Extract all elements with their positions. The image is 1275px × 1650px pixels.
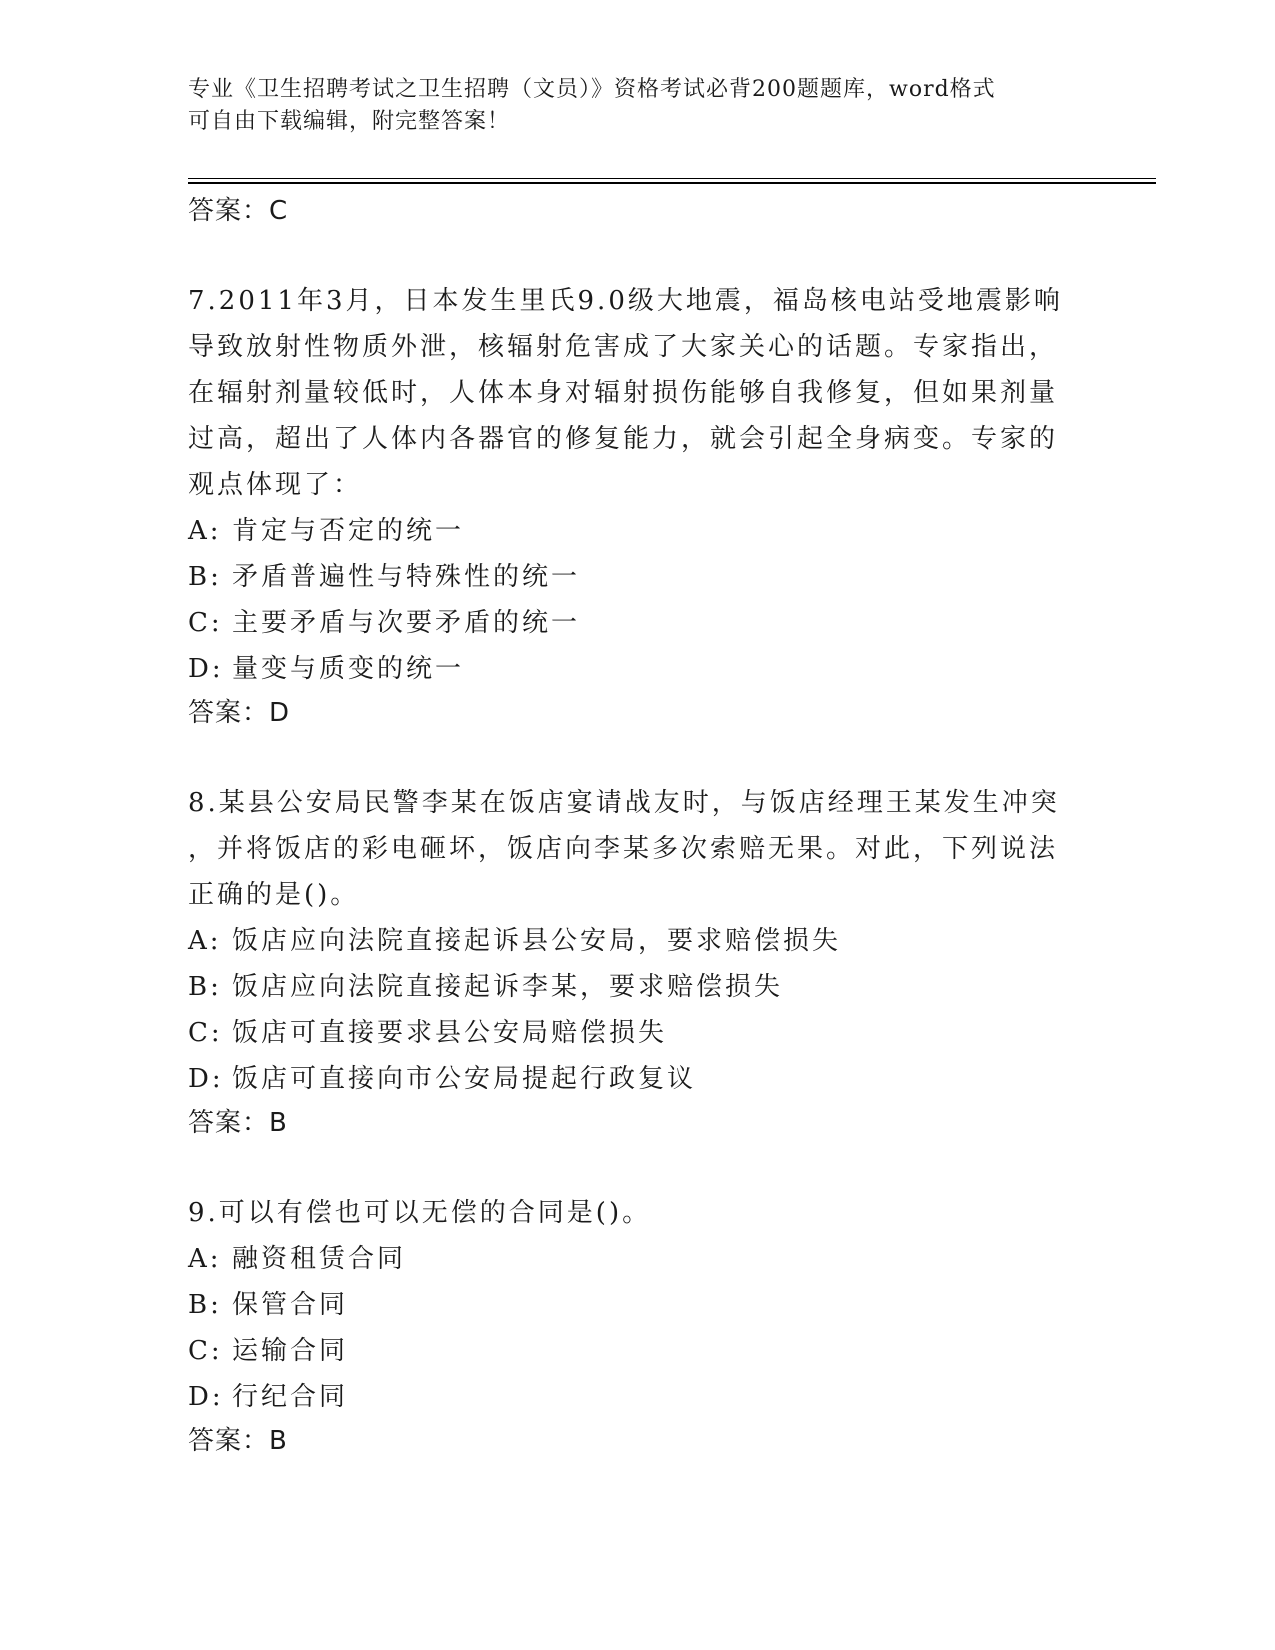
option-text: 量变与质变的统一: [232, 654, 465, 684]
option-letter: C:: [188, 608, 223, 638]
option-d: [188, 1374, 1088, 1420]
answer-line: 答案：B: [188, 1426, 288, 1456]
header-rule-thin: [188, 178, 1156, 179]
question-list: [188, 190, 1088, 1462]
option-letter: A:: [188, 926, 222, 956]
question-block: [188, 780, 1088, 1144]
question-stem: 9.可以有偿也可以无偿的合同是()。: [188, 1198, 652, 1228]
answer-line: 答案：C: [188, 196, 289, 226]
option-d: [188, 646, 1088, 692]
option-text: 饭店应向法院直接起诉李某，要求赔偿损失: [232, 972, 784, 1002]
option-letter: B:: [188, 1290, 222, 1320]
option-letter: A:: [188, 1244, 222, 1274]
option-letter: C:: [188, 1018, 223, 1048]
header-rule-thick: [188, 182, 1156, 184]
option-d: [188, 1056, 1088, 1102]
header-line-1: 专业《卫生招聘考试之卫生招聘（文员）》资格考试必背200题题库，word格式: [188, 77, 996, 102]
option-b: [188, 1282, 1088, 1328]
option-text: 矛盾普遍性与特殊性的统一: [232, 562, 581, 592]
option-text: 行纪合同: [232, 1382, 349, 1412]
option-letter: D:: [188, 1382, 224, 1412]
document-header: [188, 74, 1068, 138]
option-text: 饭店可直接要求县公安局赔偿损失: [232, 1018, 668, 1048]
option-text: 肯定与否定的统一: [232, 516, 465, 546]
answer-line: 答案：B: [188, 1108, 288, 1138]
option-b: [188, 964, 1088, 1010]
option-c: [188, 600, 1088, 646]
option-text: 运输合同: [232, 1336, 349, 1366]
option-letter: A:: [188, 516, 222, 546]
option-letter: D:: [188, 1064, 224, 1094]
option-c: [188, 1010, 1088, 1056]
option-text: 主要矛盾与次要矛盾的统一: [232, 608, 581, 638]
option-letter: B:: [188, 972, 222, 1002]
option-c: [188, 1328, 1088, 1374]
option-letter: B:: [188, 562, 222, 592]
header-line-2: 可自由下载编辑，附完整答案！: [188, 109, 511, 134]
option-letter: D:: [188, 654, 224, 684]
option-a: [188, 508, 1088, 554]
option-a: [188, 1236, 1088, 1282]
option-text: 饭店可直接向市公安局提起行政复议: [232, 1064, 697, 1094]
option-b: [188, 554, 1088, 600]
option-letter: C:: [188, 1336, 223, 1366]
option-text: 融资租赁合同: [232, 1244, 407, 1274]
option-a: [188, 918, 1088, 964]
question-block: [188, 1190, 1088, 1462]
answer-line: 答案：D: [188, 698, 291, 728]
question-stem: 7.2011年3月，日本发生里氏9.0级大地震，福岛核电站受地震影响 导致放射性物质外泄，核辐射危害成了大家关心的话题。专家指出， 在辐射剂量较低时，人体本身对辐射损伤能够自我修复，但如果剂量 过高，超出了人体内各器官的修复能力，就会引起全身病变。专家的 观点体现了：: [188, 286, 1063, 500]
option-text: 饭店应向法院直接起诉县公安局，要求赔偿损失: [232, 926, 842, 956]
question-block: [188, 278, 1088, 734]
option-text: 保管合同: [232, 1290, 349, 1320]
question-stem: 8.某县公安局民警李某在饭店宴请战友时，与饭店经理王某发生冲突 ，并将饭店的彩电砸坏，饭店向李某多次索赔无果。对此，下列说法 正确的是()。: [188, 788, 1060, 910]
